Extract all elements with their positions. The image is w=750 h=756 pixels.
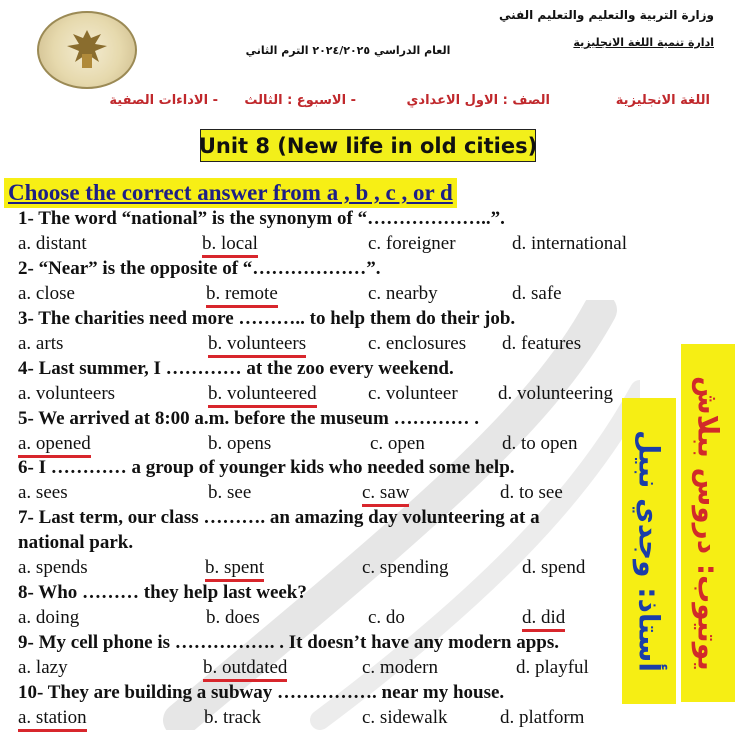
youtube-banner: يوتيوب: دروس ببلاش [681,344,735,702]
question-8-option-d[interactable]: d. did [522,607,565,632]
question-5-option-d[interactable]: d. to open [502,433,578,454]
question-9-option-b[interactable]: b. outdated [203,657,287,682]
question-10: 10- They are building a subway ……………. near my house. [18,682,505,703]
ministry-header [499,8,714,49]
question-3-option-b[interactable]: b. volunteers [208,333,306,358]
department-name: ادارة تنمية اللغة الانجليزية [573,36,714,49]
academic-year: العام الدراسي ٢٠٢٤/٢٠٢٥ الترم الثاني [245,44,451,57]
question-8-option-a[interactable]: a. doing [18,607,80,628]
eagle-emblem-icon [55,24,119,76]
question-4-option-c[interactable]: c. volunteer [368,383,458,404]
question-7-option-d[interactable]: d. spend [522,557,586,578]
grade-label: الصف : الاول الاعدادي [406,93,550,108]
question-6: 6- I ………… a group of younger kids who needed some help. [18,457,515,478]
unit-title: Unit 8 (New life in old cities) [200,129,536,162]
question-2-option-d[interactable]: d. safe [512,283,562,304]
question-3: 3- The charities need more ……….. to help them do their job. [18,308,516,329]
question-2-option-c[interactable]: c. nearby [368,283,438,304]
question-5: 5- We arrived at 8:00 a.m. before the museum ………… . [18,408,480,429]
subject-label: اللغة الانجليزية [615,93,710,108]
question-8: 8- Who ……… they help last week? [18,582,307,603]
question-8-option-c[interactable]: c. do [368,607,405,628]
teacher-banner: أستاذ: وجدي نبيل [622,398,676,704]
question-3-option-d[interactable]: d. features [502,333,582,354]
question-2: 2- “Near” is the opposite of “………………”. [18,258,381,279]
question-1-option-c[interactable]: c. foreigner [368,233,456,254]
question-4-option-d[interactable]: d. volunteering [498,383,614,404]
question-3-option-a[interactable]: a. arts [18,333,64,354]
instruction: Choose the correct answer from a , b , c , or d [4,178,457,208]
question-9-option-c[interactable]: c. modern [362,657,438,678]
question-4: 4- Last summer, I ………… at the zoo every weekend. [18,358,454,379]
question-7-option-b[interactable]: b. spent [205,557,264,582]
question-7: 7- Last term, our class ………. an amazing day volunteering at a [18,507,540,528]
question-3-option-c[interactable]: c. enclosures [368,333,467,354]
question-2-option-a[interactable]: a. close [18,283,75,304]
question-4-option-b[interactable]: b. volunteered [208,383,317,408]
question-7-option-c[interactable]: c. spending [362,557,449,578]
question-5-option-c[interactable]: c. open [370,433,425,454]
question-10-option-d[interactable]: d. platform [500,707,585,728]
question-1-option-b[interactable]: b. local [202,233,258,258]
question-1: 1- The word “national” is the synonym of “………………..”. [18,208,505,229]
question-9-option-d[interactable]: d. playful [516,657,589,678]
ministry-name: وزارة التربية والتعليم والتعليم الفني [498,8,714,22]
question-9-option-a[interactable]: a. lazy [18,657,68,678]
question-7-continued: national park. [18,532,134,553]
question-7-option-a[interactable]: a. spends [18,557,88,578]
question-9: 9- My cell phone is ……………. . It doesn’t have any modern apps. [18,632,559,653]
ministry-logo [37,11,137,89]
question-10-option-b[interactable]: b. track [204,707,261,728]
week-label: - الاسبوع : الثالث [244,93,356,108]
question-10-option-c[interactable]: c. sidewalk [362,707,448,728]
question-6-option-b[interactable]: b. see [208,482,252,503]
question-2-option-b[interactable]: b. remote [206,283,278,308]
question-1-option-a[interactable]: a. distant [18,233,87,254]
question-8-option-b[interactable]: b. does [206,607,260,628]
question-6-option-a[interactable]: a. sees [18,482,68,503]
question-6-option-c[interactable]: c. saw [362,482,409,507]
question-5-option-b[interactable]: b. opens [208,433,272,454]
question-5-option-a[interactable]: a. opened [18,433,91,458]
topic-label: - الاداءات الصفية [109,93,218,108]
question-1-option-d[interactable]: d. international [512,233,628,254]
question-4-option-a[interactable]: a. volunteers [18,383,116,404]
question-10-option-a[interactable]: a. station [18,707,87,732]
question-6-option-d[interactable]: d. to see [500,482,563,503]
